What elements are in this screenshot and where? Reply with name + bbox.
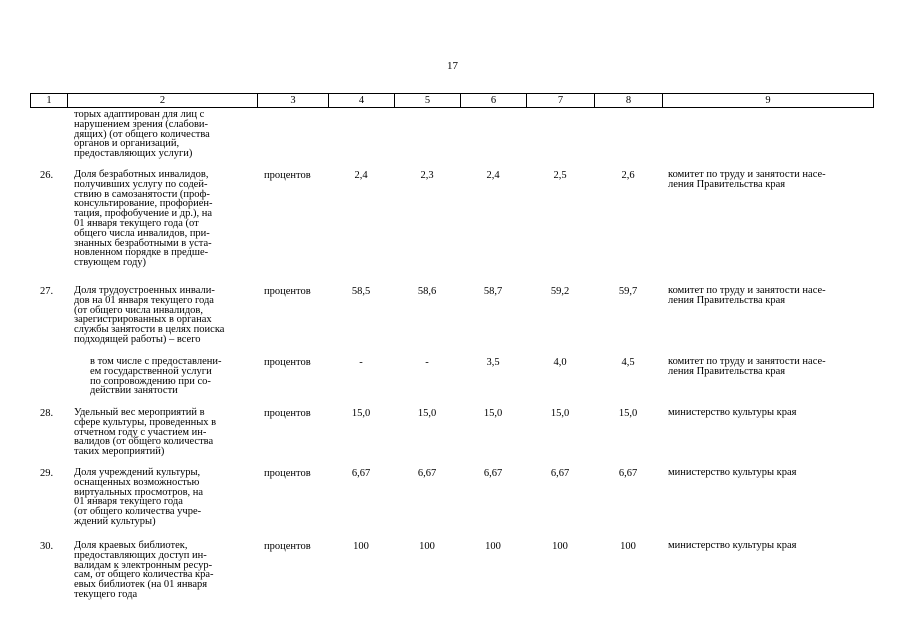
header-col-4: 4 [328,93,394,108]
value-col-4: 6,67 [351,468,371,479]
value-col-5: 100 [419,541,435,552]
value-col-8: 4,5 [621,357,635,368]
value-col-7: 6,67 [550,468,570,479]
responsible-agency: комитет по труду и занятости насе- ления Правительства края [668,169,826,190]
row-number: 29. [40,468,54,479]
value-col-7: 59,2 [550,286,570,297]
indicator-name: Удельный вес мероприятий в сфере культуры, проведенных в отчетном году с участием ин- валидов (от общего количества таких мероприятий) [74,407,217,458]
responsible-agency: министерство культуры края [668,467,797,478]
value-col-7: 15,0 [550,408,570,419]
value-col-7: 2,5 [553,170,567,181]
unit: процентов [264,286,311,297]
unit: процентов [264,468,311,479]
value-col-6: 15,0 [483,408,503,419]
value-col-5: 15,0 [417,408,437,419]
value-col-7: 100 [552,541,568,552]
responsible-agency: министерство культуры края [668,407,797,418]
value-col-4: - [359,357,363,368]
row-number: 26. [40,170,54,181]
value-col-8: 6,67 [618,468,638,479]
row-number: 27. [40,286,54,297]
value-col-4: 100 [353,541,369,552]
value-col-7: 4,0 [553,357,567,368]
indicator-name: Доля трудоустроенных инвали- дов на 01 января текущего года (от общего числа инвалидов, зарегистрированных в органах службы занятости в целях поиска подходящей работы) – всего [74,285,225,345]
responsible-agency: комитет по труду и занятости насе- ления Правительства края [668,356,826,377]
responsible-agency: комитет по труду и занятости насе- ления Правительства края [668,285,826,306]
value-col-5: 2,3 [420,170,434,181]
value-col-6: 100 [485,541,501,552]
value-col-5: - [425,357,429,368]
unit: процентов [264,541,311,552]
value-col-4: 15,0 [351,408,371,419]
unit: процентов [264,408,311,419]
value-col-5: 6,67 [417,468,437,479]
header-col-1: 1 [30,93,67,108]
header-col-8: 8 [594,93,662,108]
value-col-4: 58,5 [351,286,371,297]
page-number: 17 [447,60,458,72]
value-col-6: 58,7 [483,286,503,297]
value-col-4: 2,4 [354,170,368,181]
row-number: 28. [40,408,54,419]
header-col-9: 9 [662,93,874,108]
header-col-3: 3 [257,93,328,108]
value-col-8: 2,6 [621,170,635,181]
unit: процентов [264,170,311,181]
value-col-5: 58,6 [417,286,437,297]
indicator-name: Доля безработных инвалидов, получивших услугу по содей- ствию в самозанятости (проф- консультирование, профориен- тация, профобучение и др.), на 01 января текущего года (от общего числа инвалидов, при- знанных безработными в уста- новленном порядке в предше- ствующем году) [74,169,213,269]
indicator-name: торых адаптирован для лиц с нарушением зрения (слабови- дящих) (от общего количества органов и организаций, предоставляющих услуги) [74,109,210,160]
header-col-5: 5 [394,93,460,108]
row-number: 30. [40,541,54,552]
indicator-name: Доля учреждений культуры, оснащенных возможностью виртуальных просмотров, на 01 января текущего года (от общего количества учре- ждений культуры) [74,467,204,527]
header-col-6: 6 [460,93,526,108]
value-col-6: 3,5 [486,357,500,368]
header-col-2: 2 [67,93,257,108]
value-col-8: 59,7 [618,286,638,297]
header-col-7: 7 [526,93,594,108]
value-col-8: 100 [620,541,636,552]
value-col-6: 6,67 [483,468,503,479]
indicator-name: в том числе с предоставлени- ем государственной услуги по сопровождению при со- действии занятости [90,356,222,397]
responsible-agency: министерство культуры края [668,540,797,551]
indicator-name: Доля краевых библиотек, предоставляющих доступ ин- валидам к электронным ресур- сам, от общего количества кра- евых библиотек (на 01 января текущего года [74,540,214,600]
value-col-6: 2,4 [486,170,500,181]
unit: процентов [264,357,311,368]
value-col-8: 15,0 [618,408,638,419]
